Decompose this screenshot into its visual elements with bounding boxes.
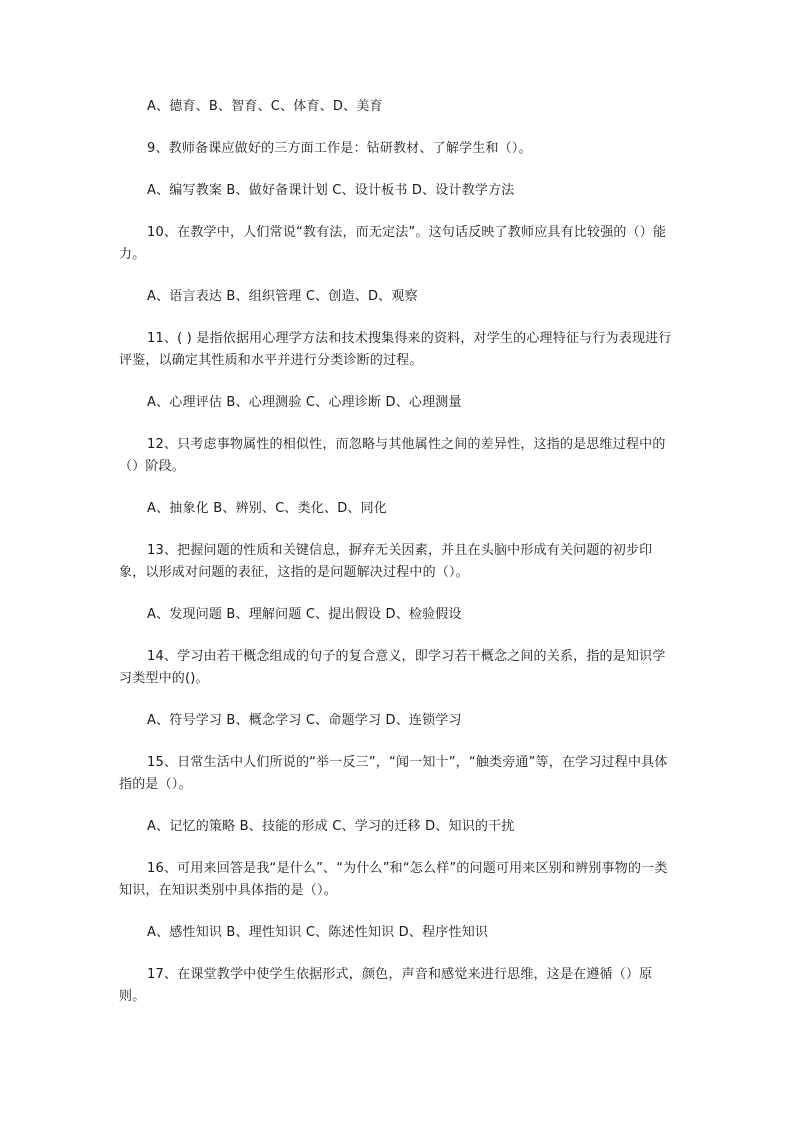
question-17: 17、在课堂教学中使学生依据形式，颜色，声音和感觉来进行思维，这是在遵循（）原则。 [119, 967, 653, 1004]
answer-options-q16: A、感性知识 B、理性知识 C、陈述性知识 D、程序性知识 [147, 925, 489, 940]
answer-options-q10: A、语言表达 B、组织管理 C、创造、D、观察 [147, 289, 418, 304]
document-body [119, 96, 675, 1028]
answer-options-q15: A、记忆的策略 B、技能的形成 C、学习的迁移 D、知识的干扰 [147, 819, 515, 834]
question-13: 13、把握问题的性质和关键信息，摒弃无关因素，并且在头脑中形成有关问题的初步印象，以形成对问题的表征，这指的是问题解决过程中的（）。 [119, 543, 653, 580]
question-14: 14、学习由若干概念组成的句子的复合意义，即学习若干概念之间的关系，指的是知识学习类型中的()。 [119, 649, 666, 686]
question-9: 9、教师备课应做好的三方面工作是：钻研教材、了解学生和（）。 [147, 141, 532, 156]
answer-options-q11: A、心理评估 B、心理测验 C、心理诊断 D、心理测量 [147, 395, 462, 410]
answer-options-q13: A、发现问题 B、理解问题 C、提出假设 D、检验假设 [147, 607, 462, 622]
answer-options-q8: A、德育、B、智育、C、体育、D、美育 [147, 99, 383, 114]
answer-options-q9: A、编写教案 B、做好备课计划 C、设计板书 D、设计教学方法 [147, 183, 515, 198]
question-12: 12、只考虑事物属性的相似性，而忽略与其他属性之间的差异性，这指的是思维过程中的（）阶段。 [119, 437, 666, 474]
question-10: 10、在教学中，人们常说“教有法，而无定法”。这句话反映了教师应具有比较强的（）能力。 [119, 225, 667, 262]
answer-options-q14: A、符号学习 B、概念学习 C、命题学习 D、连锁学习 [147, 713, 462, 728]
question-16: 16、可用来回答是我“是什么”、“为什么”和“怎么样”的问题可用来区别和辨别事物的一类知识，在知识类别中具体指的是（）。 [119, 861, 668, 898]
question-11: 11、( ) 是指依据用心理学方法和技术搜集得来的资料，对学生的心理特征与行为表现进行评鉴，以确定其性质和水平并进行分类诊断的过程。 [119, 331, 672, 368]
answer-options-q12: A、抽象化 B、辨别、C、类化、D、同化 [147, 501, 388, 516]
question-15: 15、日常生活中人们所说的“举一反三”，“闻一知十”，“触类旁通”等，在学习过程中具体指的是（）。 [119, 755, 668, 792]
